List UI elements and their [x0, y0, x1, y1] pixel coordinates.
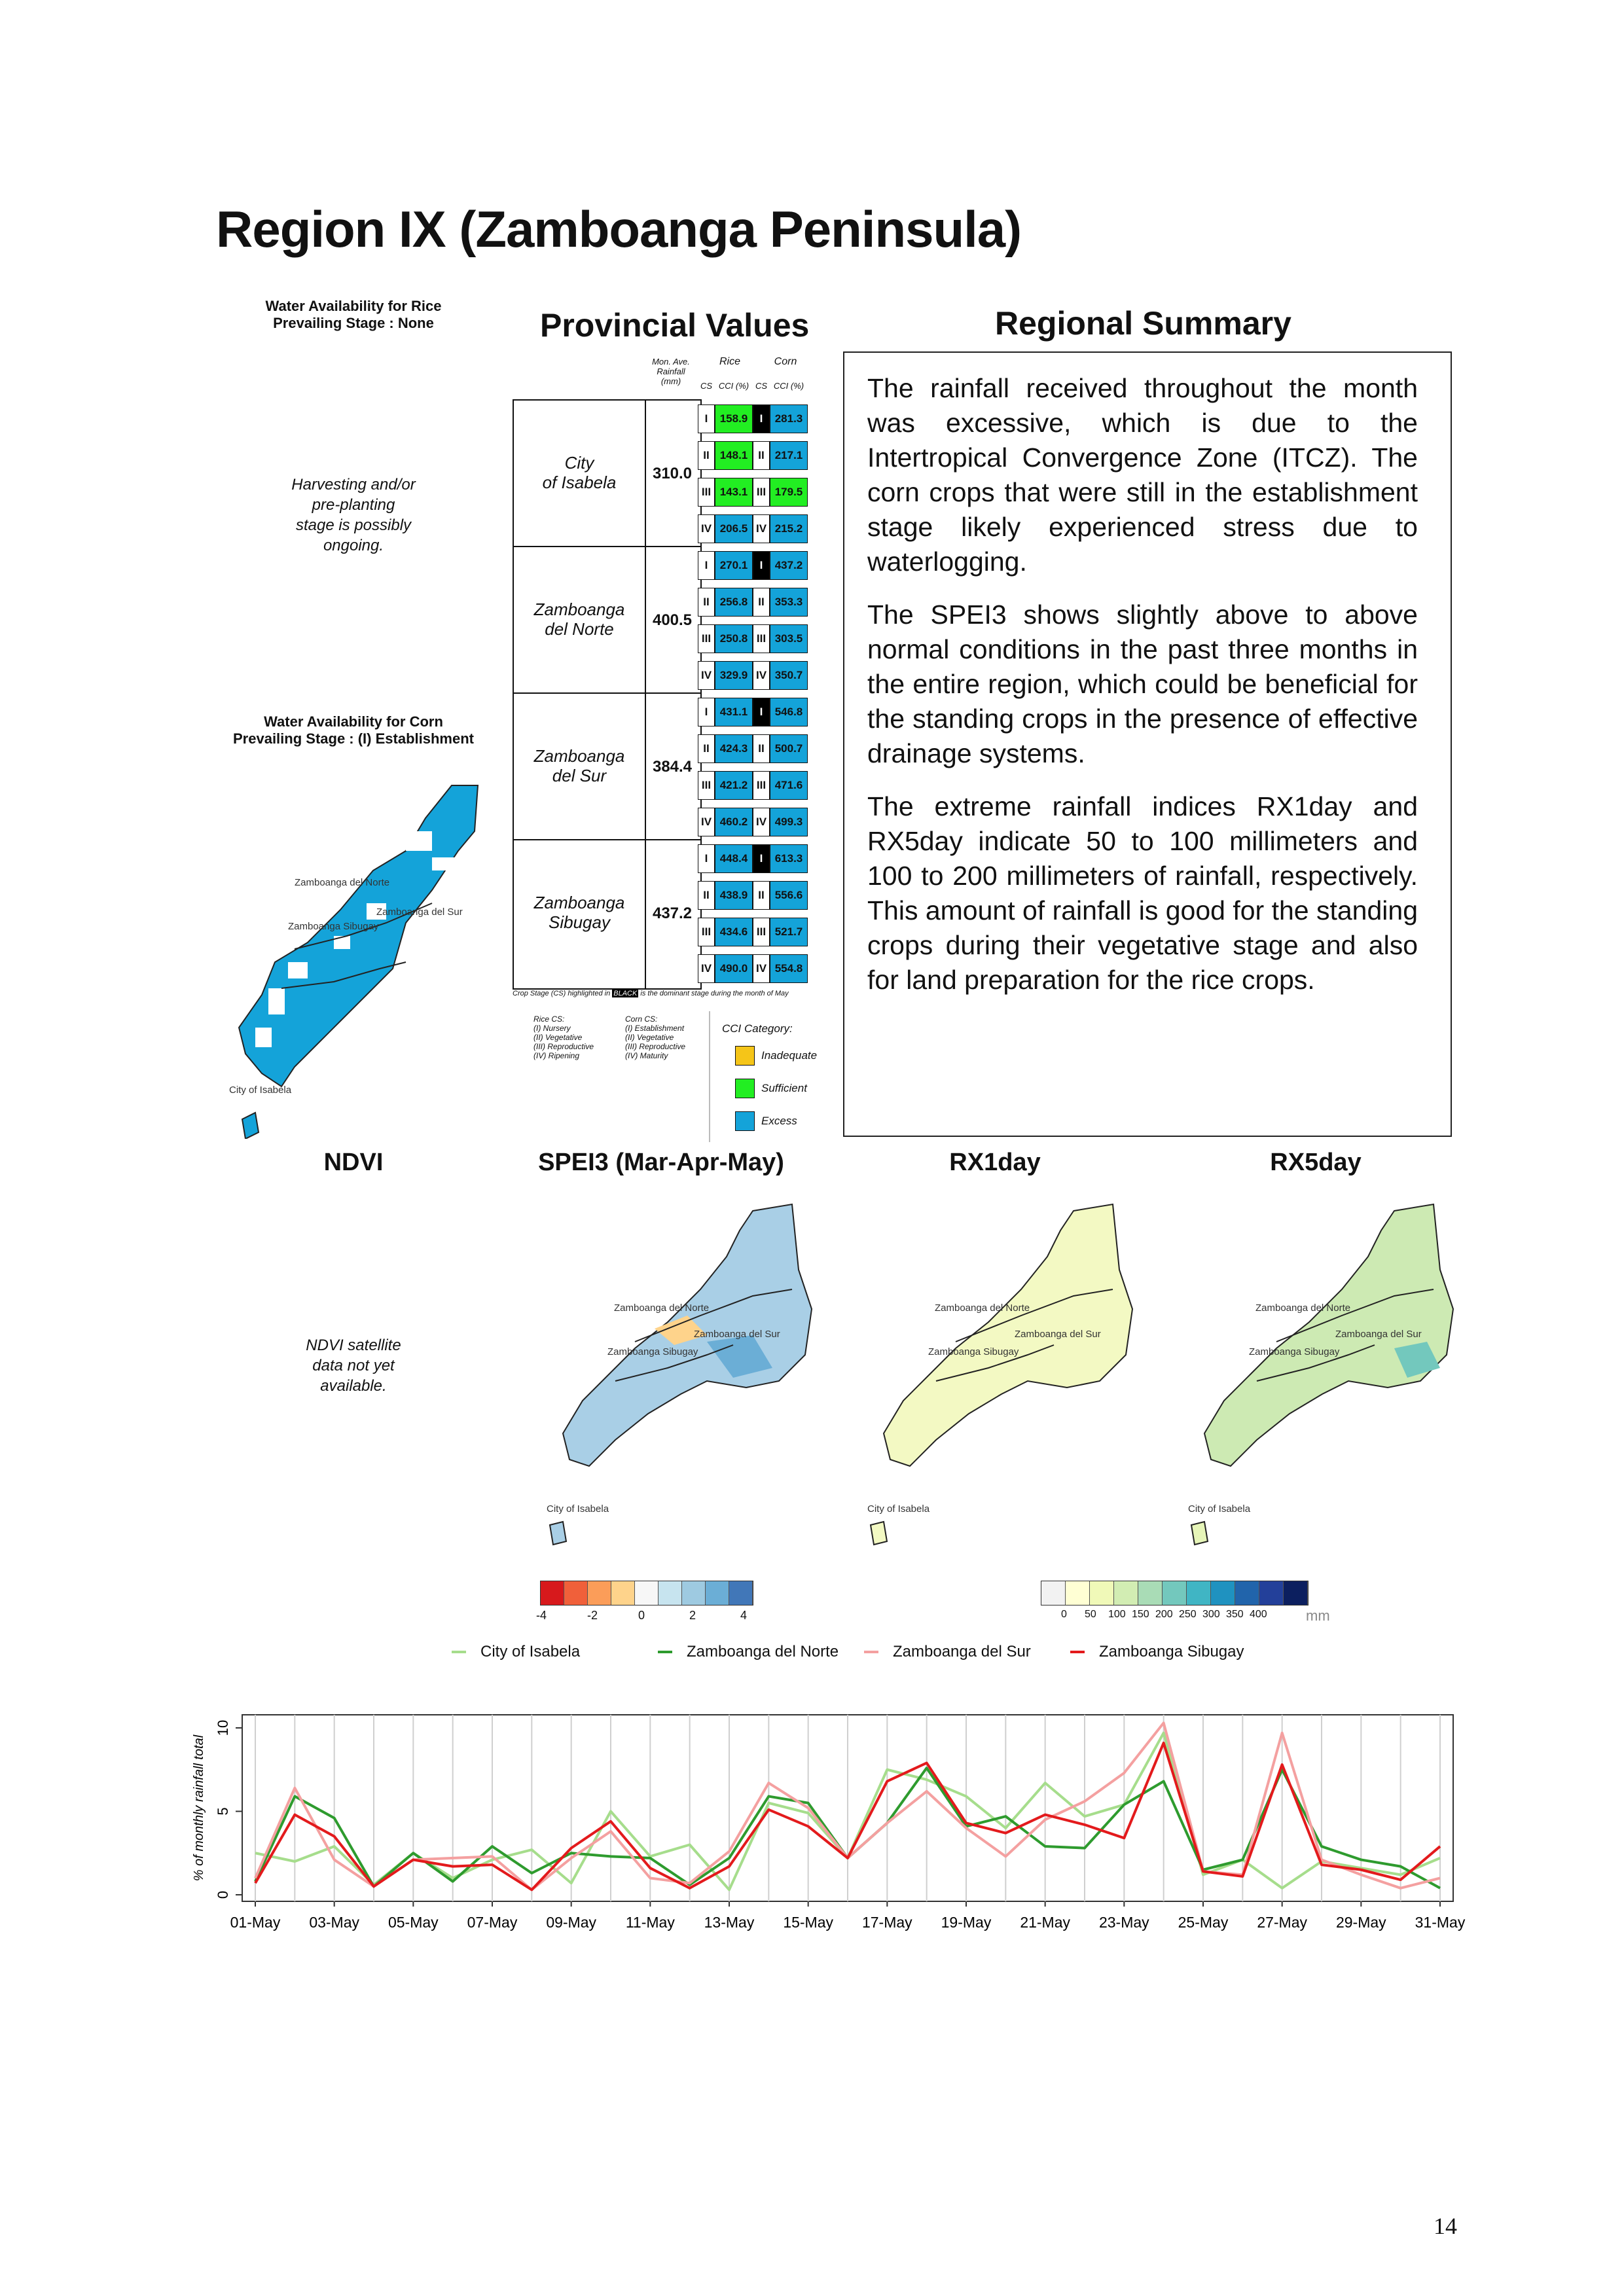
cci-excess-label: Excess [761, 1115, 797, 1127]
rain-scale-label: 300 [1202, 1609, 1220, 1620]
rx5-map-label-norte: Zamboanga del Norte [1255, 1302, 1351, 1314]
rain-col-header-line3: (mm) [660, 376, 681, 386]
corn-cci-value: 281.3 [770, 404, 808, 433]
summary-paragraph-3: The extreme rainfall indices RX1day and RX5day indicate 50 to 100 millimeters and 100 to 200 millimeters of rainfall, respectively. This amount of rainfall is good for the standing crops during their vegetative stage and also for land preparation for the rice crops. [867, 791, 1418, 995]
corn-cci-value: 353.3 [770, 588, 808, 617]
rice-crop-stage: I [698, 404, 715, 433]
rx5-map-label-sur: Zamboanga del Sur [1335, 1329, 1422, 1340]
x-tick-label: 09-May [546, 1914, 597, 1931]
corn-prevailing-stage: Prevailing Stage : (I) Establishment [233, 730, 474, 747]
rain-scale-swatch [1211, 1581, 1235, 1605]
rice-water-title-line1: Water Availability for Rice [265, 298, 442, 314]
daily-rainfall-chart [190, 1702, 1473, 1964]
rice-cci-value: 206.5 [715, 514, 753, 543]
corn-cs-header: CS [755, 381, 768, 391]
rx1day-title: RX1day [949, 1149, 1041, 1176]
ndvi-note-line2: data not yet [312, 1357, 395, 1374]
x-tick-label: 13-May [704, 1914, 755, 1931]
y-tick-label: 5 [215, 1807, 231, 1816]
province-name [514, 746, 645, 785]
x-tick-label: 31-May [1415, 1914, 1466, 1931]
rice-crop-stage: II [698, 734, 715, 763]
rx1day-map [857, 1191, 1146, 1558]
corn-water-map [216, 772, 504, 1139]
legend-label: Zamboanga del Sur [893, 1643, 1031, 1660]
x-tick-label: 19-May [941, 1914, 992, 1931]
rx1-map-label-sibugay: Zamboanga Sibugay [928, 1346, 1019, 1357]
corn-cci-value: 546.8 [770, 698, 808, 726]
rain-col-header [645, 357, 697, 386]
corn-crop-stage: IV [753, 808, 770, 836]
ndvi-title: NDVI [323, 1149, 384, 1176]
spei-map-label-isabela: City of Isabela [547, 1503, 609, 1515]
corn-cci-value: 554.8 [770, 954, 808, 983]
corn-water-title [216, 713, 491, 747]
province-rainfall: 437.2 [652, 905, 693, 922]
rice-harvesting-note [249, 475, 458, 556]
rain-scale-label: 400 [1250, 1609, 1267, 1620]
x-tick-label: 07-May [467, 1914, 518, 1931]
rice-cs-legend [533, 1014, 594, 1060]
rice-crop-stage: I [698, 551, 715, 580]
corn-crop-stage: II [753, 734, 770, 763]
cci-cells [698, 399, 809, 988]
legend-swatch [658, 1651, 672, 1653]
rice-crop-stage: IV [698, 954, 715, 983]
corn-crop-stage: I [753, 698, 770, 726]
x-tick-label: 03-May [309, 1914, 360, 1931]
province-name-line2: of Isabela [542, 473, 617, 492]
rain-scale-swatch [1066, 1581, 1090, 1605]
cci-inadequate-label: Inadequate [761, 1049, 818, 1062]
corn-crop-stage: I [753, 404, 770, 433]
y-axis-label: % of monthly rainfall total [192, 1734, 206, 1882]
rice-cci-value: 448.4 [715, 844, 753, 873]
rx1-map-label-sur: Zamboanga del Sur [1015, 1329, 1101, 1340]
table-row-divider [514, 692, 700, 694]
rice-crop-stage: I [698, 844, 715, 873]
page-title: Region IX (Zamboanga Peninsula) [216, 200, 1022, 258]
rice-crop-stage: III [698, 478, 715, 507]
corn-crop-stage: IV [753, 661, 770, 690]
rice-crop-stage: III [698, 624, 715, 653]
rice-crop-stage: III [698, 918, 715, 946]
rice-crop-stage: II [698, 881, 715, 910]
rice-crop-stage: I [698, 698, 715, 726]
rice-cci-value: 434.6 [715, 918, 753, 946]
corn-crop-stage: III [753, 624, 770, 653]
rain-scale-swatch [1284, 1581, 1308, 1605]
cci-sufficient-swatch [735, 1079, 755, 1098]
corn-crop-stage: I [753, 551, 770, 580]
legend-label: Zamboanga del Norte [687, 1643, 839, 1660]
x-tick-label: 21-May [1020, 1914, 1071, 1931]
corn-cci-header: CCI (%) [773, 381, 804, 391]
spei-scale-label: 0 [638, 1609, 645, 1622]
spei-scale-swatch [706, 1581, 729, 1605]
x-tick-label: 05-May [388, 1914, 439, 1931]
rain-col-header-line2: Rainfall [657, 367, 685, 376]
rice-prevailing-stage: Prevailing Stage : None [273, 315, 434, 331]
table-row-divider [514, 839, 700, 840]
corn-cci-value: 500.7 [770, 734, 808, 763]
corn-cci-value: 350.7 [770, 661, 808, 690]
spei-scale-swatch [682, 1581, 706, 1605]
corn-crop-stage: III [753, 918, 770, 946]
x-tick-label: 23-May [1098, 1914, 1149, 1931]
rain-scale-swatch [1259, 1581, 1284, 1605]
rice-cci-value: 424.3 [715, 734, 753, 763]
spei-scale-swatch [635, 1581, 659, 1605]
rain-scale-swatch [1235, 1581, 1259, 1605]
legend-swatch [864, 1651, 878, 1653]
corn-cci-value: 217.1 [770, 441, 808, 470]
province-name [514, 600, 645, 639]
cci-category-title: CCI Category: [722, 1022, 793, 1035]
summary-paragraph-1: The rainfall received throughout the month was excessive, which is due to the Intertropical Convergence Zone (ITCZ). The corn crops that were still in the establishment stage likely experienced stress due to waterlogging. [867, 373, 1418, 577]
corn-crop-stage: IV [753, 954, 770, 983]
y-tick-label: 0 [215, 1890, 231, 1899]
cci-excess [735, 1111, 797, 1131]
rice-note-line4: ongoing. [323, 537, 384, 554]
province-name-line2: del Norte [545, 619, 614, 639]
legend-item [1070, 1643, 1244, 1661]
corn-map-label-norte: Zamboanga del Norte [295, 877, 390, 888]
rx5day-title: RX5day [1270, 1149, 1362, 1176]
rx5day-map [1178, 1191, 1466, 1558]
spei-map-label-sibugay: Zamboanga Sibugay [607, 1346, 698, 1357]
rain-scale-swatch [1114, 1581, 1138, 1605]
rice-cci-value: 256.8 [715, 588, 753, 617]
rx1-map-label-isabela: City of Isabela [867, 1503, 930, 1515]
province-rainfall: 384.4 [652, 758, 693, 776]
province-rainfall: 400.5 [652, 611, 693, 629]
spei-scale-swatch [659, 1581, 682, 1605]
rain-scale-label: 100 [1108, 1609, 1126, 1620]
corn-crop-stage: III [753, 771, 770, 800]
rice-water-title [223, 298, 484, 332]
rice-cci-value: 148.1 [715, 441, 753, 470]
cci-inadequate-swatch [735, 1046, 755, 1066]
spei-title: SPEI3 (Mar-Apr-May) [538, 1149, 784, 1176]
rice-note-line3: stage is possibly [295, 516, 412, 534]
rice-cs-item: (IV) Ripening [533, 1051, 580, 1060]
corn-crop-stage: II [753, 881, 770, 910]
spei-scale-swatch [611, 1581, 635, 1605]
rice-cs-item: (II) Vegetative [533, 1033, 583, 1042]
province-name-line2: Sibugay [549, 912, 610, 932]
province-name-line1: City [564, 453, 594, 473]
rice-cci-value: 158.9 [715, 404, 753, 433]
cci-excess-swatch [735, 1111, 755, 1131]
rice-cci-value: 329.9 [715, 661, 753, 690]
provincial-values-title: Provincial Values [540, 307, 810, 344]
legend-swatch [452, 1651, 466, 1653]
rice-cs-title: Rice CS: [533, 1014, 565, 1024]
spei-scale-label: 2 [689, 1609, 696, 1622]
rice-cci-value: 438.9 [715, 881, 753, 910]
x-tick-label: 11-May [625, 1914, 675, 1931]
rice-crop-stage: IV [698, 514, 715, 543]
rain-scale-label: 150 [1132, 1609, 1149, 1620]
rice-cs-header: CS [700, 381, 713, 391]
corn-cci-value: 303.5 [770, 624, 808, 653]
y-tick-label: 10 [215, 1719, 231, 1736]
legend-item [658, 1643, 839, 1661]
rain-scale-unit: mm [1306, 1607, 1330, 1624]
rain-scale-swatch [1163, 1581, 1187, 1605]
corn-crop-stage: IV [753, 514, 770, 543]
rice-note-line2: pre-planting [312, 496, 395, 514]
x-tick-label: 25-May [1178, 1914, 1229, 1931]
x-tick-label: 17-May [861, 1914, 912, 1931]
rain-scale-label: 0 [1061, 1609, 1067, 1620]
legend-item [864, 1643, 1031, 1661]
cci-sufficient-label: Sufficient [761, 1082, 807, 1094]
spei-map-label-norte: Zamboanga del Norte [614, 1302, 710, 1314]
rain-scale-swatch [1187, 1581, 1211, 1605]
ndvi-note-line3: available. [320, 1377, 387, 1395]
spei-map [537, 1191, 825, 1558]
x-tick-label: 15-May [783, 1914, 834, 1931]
legend-label: City of Isabela [480, 1643, 581, 1660]
provincial-table [513, 399, 702, 990]
rice-cci-value: 490.0 [715, 954, 753, 983]
rice-crop-stage: III [698, 771, 715, 800]
corn-crop-stage: II [753, 441, 770, 470]
rice-col-header: Rice [719, 356, 740, 367]
rice-cci-value: 460.2 [715, 808, 753, 836]
ndvi-note [275, 1335, 432, 1396]
corn-map-label-sur: Zamboanga del Sur [376, 906, 463, 918]
rice-cci-value: 250.8 [715, 624, 753, 653]
x-tick-label: 01-May [230, 1914, 281, 1931]
rain-scale-swatch [1041, 1581, 1066, 1605]
rice-crop-stage: II [698, 441, 715, 470]
rain-scale-swatch [1090, 1581, 1114, 1605]
regional-summary-box [843, 351, 1452, 1137]
spei-scale-swatch [541, 1581, 564, 1605]
rice-note-line1: Harvesting and/or [291, 476, 416, 493]
spei-map-label-sur: Zamboanga del Sur [694, 1329, 780, 1340]
summary-paragraph-2: The SPEI3 shows slightly above to above normal conditions in the past three months in the entire region, which could be beneficial for the standing crops in the presence of effective drainage systems. [867, 600, 1418, 768]
corn-crop-stage: I [753, 844, 770, 873]
spei-scale-label: -2 [587, 1609, 598, 1622]
legend-divider [709, 1011, 710, 1142]
spei-scale-swatch [588, 1581, 611, 1605]
rice-crop-stage: IV [698, 808, 715, 836]
province-name-line1: Zamboanga [533, 893, 625, 912]
legend-item [452, 1643, 580, 1661]
corn-cs-item: (III) Reproductive [625, 1042, 686, 1051]
corn-water-title-line1: Water Availability for Corn [264, 713, 443, 730]
corn-cs-item: (II) Vegetative [625, 1033, 674, 1042]
table-row-divider [514, 546, 700, 547]
province-name [514, 453, 645, 492]
rx5-map-label-sibugay: Zamboanga Sibugay [1249, 1346, 1340, 1357]
corn-cci-value: 215.2 [770, 514, 808, 543]
x-tick-label: 29-May [1335, 1914, 1386, 1931]
rain-scale-label: 350 [1226, 1609, 1244, 1620]
province-name-line2: del Sur [552, 766, 607, 785]
corn-cs-item: (IV) Maturity [625, 1051, 668, 1060]
rice-cs-item: (I) Nursery [533, 1024, 571, 1033]
corn-cci-value: 556.6 [770, 881, 808, 910]
corn-cci-value: 499.3 [770, 808, 808, 836]
rain-scale-labels [1041, 1609, 1329, 1624]
crop-stage-footnote [513, 989, 814, 998]
spei-scale-swatch [729, 1581, 753, 1605]
corn-col-header: Corn [774, 356, 797, 367]
rice-cci-value: 431.1 [715, 698, 753, 726]
rice-cci-value: 143.1 [715, 478, 753, 507]
cci-sufficient [735, 1079, 807, 1098]
spei-scale-labels [536, 1609, 749, 1624]
spei-color-scale [540, 1581, 753, 1605]
rain-col-header-line1: Mon. Ave. [652, 357, 690, 367]
rice-crop-stage: II [698, 588, 715, 617]
province-name-line1: Zamboanga [533, 746, 625, 766]
cci-inadequate [735, 1046, 817, 1066]
page-number: 14 [1434, 2213, 1457, 2239]
corn-cci-value: 179.5 [770, 478, 808, 507]
rice-cci-value: 421.2 [715, 771, 753, 800]
rain-scale-label: 50 [1085, 1609, 1096, 1620]
corn-crop-stage: II [753, 588, 770, 617]
footnote-black-tag: BLACK [613, 990, 638, 997]
province-name [514, 893, 645, 932]
rain-color-scale [1041, 1581, 1308, 1605]
ndvi-note-line1: NDVI satellite [306, 1336, 401, 1354]
rx5-map-label-isabela: City of Isabela [1188, 1503, 1251, 1515]
footnote-part-b: is the dominant stage during the month of May [640, 990, 789, 997]
rain-scale-swatch [1138, 1581, 1163, 1605]
x-tick-label: 27-May [1257, 1914, 1308, 1931]
legend-swatch [1070, 1651, 1085, 1653]
legend-label: Zamboanga Sibugay [1099, 1643, 1244, 1660]
corn-cs-legend [625, 1014, 685, 1060]
table-divider [645, 401, 646, 988]
corn-map-label-sibugay: Zamboanga Sibugay [288, 921, 379, 932]
rice-cs-item: (III) Reproductive [533, 1042, 594, 1051]
rx1-map-label-norte: Zamboanga del Norte [935, 1302, 1030, 1314]
rice-cci-value: 270.1 [715, 551, 753, 580]
corn-cci-value: 521.7 [770, 918, 808, 946]
rice-cci-header: CCI (%) [718, 381, 749, 391]
corn-cci-value: 613.3 [770, 844, 808, 873]
corn-cs-title: Corn CS: [625, 1014, 658, 1024]
province-rainfall: 310.0 [652, 465, 693, 482]
corn-crop-stage: III [753, 478, 770, 507]
regional-summary-title: Regional Summary [995, 305, 1291, 342]
corn-map-label-isabela: City of Isabela [229, 1085, 292, 1096]
rain-scale-label: 200 [1155, 1609, 1173, 1620]
corn-cci-value: 471.6 [770, 771, 808, 800]
corn-cci-value: 437.2 [770, 551, 808, 580]
chart-legend [452, 1643, 1303, 1669]
footnote-part-a: Crop Stage (CS) highlighted in [513, 990, 611, 997]
corn-cs-item: (I) Establishment [625, 1024, 685, 1033]
spei-scale-label: -4 [536, 1609, 547, 1622]
spei-scale-swatch [564, 1581, 588, 1605]
province-name-line1: Zamboanga [533, 600, 625, 619]
spei-scale-label: 4 [740, 1609, 748, 1622]
rain-scale-label: 250 [1179, 1609, 1197, 1620]
rice-crop-stage: IV [698, 661, 715, 690]
